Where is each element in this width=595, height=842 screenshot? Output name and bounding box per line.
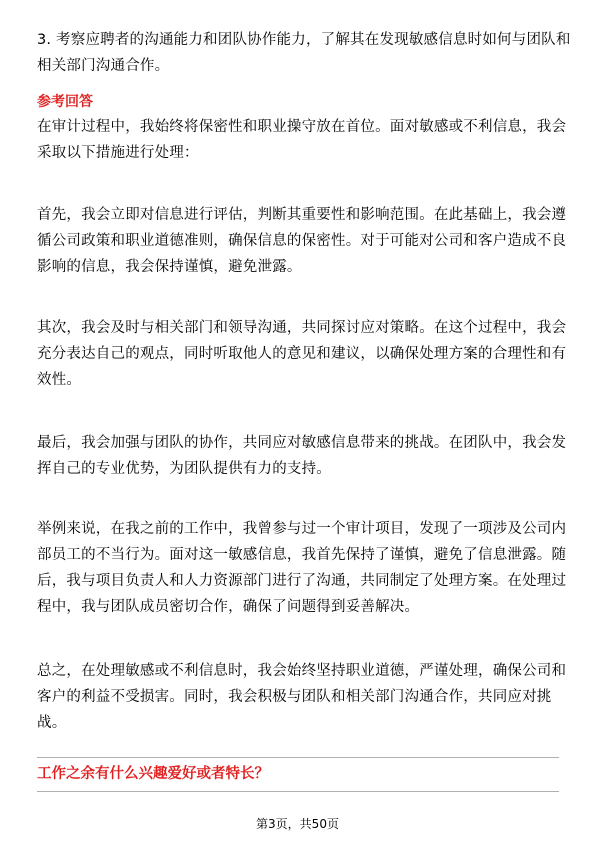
answer-heading: 参考回答 — [37, 94, 93, 110]
answer-line: 最后，我会加强与团队的协作，共同应对敏感信息带来的挑战。在团队中，我会发 — [37, 435, 567, 451]
answer-example — [37, 516, 567, 620]
answer-line: 总之，在处理敏感或不利信息时，我会始终坚持职业道德，严谨处理，确保公司和 — [37, 663, 567, 679]
next-question-heading: 工作之余有什么兴趣爱好或者特长？ — [37, 766, 269, 782]
answer-line: 采取以下措施进行处理： — [37, 145, 199, 161]
divider-bottom — [37, 791, 559, 792]
answer-line: 充分表达自己的观点，同时听取他人的意见和建议，以确保处理方案的合理性和有 — [37, 346, 567, 362]
answer-line: 其次，我会及时与相关部门和领导沟通，共同探讨应对策略。在这个过程中，我会 — [37, 320, 567, 336]
answer-line: 程中，我与团队成员密切合作，确保了问题得到妥善解决。 — [37, 599, 420, 615]
answer-last — [37, 430, 567, 482]
answer-line: 部员工的不当行为。面对这一敏感信息，我首先保持了谨慎，避免了信息泄露。随 — [37, 547, 567, 563]
question-text — [37, 27, 571, 79]
answer-line: 举例来说，在我之前的工作中，我曾参与过一个审计项目，发现了一项涉及公司内 — [37, 521, 567, 537]
answer-line: 首先，我会立即对信息进行评估，判断其重要性和影响范围。在此基础上，我会遵 — [37, 207, 567, 223]
answer-line: 影响的信息，我会保持谨慎，避免泄露。 — [37, 259, 302, 275]
question-line: 3. 考察应聘者的沟通能力和团队协作能力，了解其在发现敏感信息时如何与团队和 — [37, 32, 571, 48]
answer-line: 挥自己的专业优势，为团队提供有力的支持。 — [37, 461, 331, 477]
answer-line: 后，我与项目负责人和人力资源部门进行了沟通，共同制定了处理方案。在处理过 — [37, 573, 567, 589]
answer-line: 循公司政策和职业道德准则，确保信息的保密性。对于可能对公司和客户造成不良 — [37, 233, 567, 249]
answer-summary — [37, 658, 567, 736]
answer-line: 客户的利益不受损害。同时，我会积极与团队和相关部门沟通合作，共同应对挑 — [37, 689, 552, 705]
answer-second — [37, 315, 567, 393]
question-line: 相关部门沟通合作。 — [37, 58, 170, 74]
answer-line: 在审计过程中，我始终将保密性和职业操守放在首位。面对敏感或不利信息，我会 — [37, 119, 567, 135]
divider-top — [37, 757, 559, 758]
answer-line: 战。 — [37, 715, 67, 731]
page-footer: 第3页，共50页 — [256, 817, 339, 831]
answer-first — [37, 202, 567, 280]
answer-line: 效性。 — [37, 372, 82, 388]
answer-intro — [37, 114, 567, 166]
